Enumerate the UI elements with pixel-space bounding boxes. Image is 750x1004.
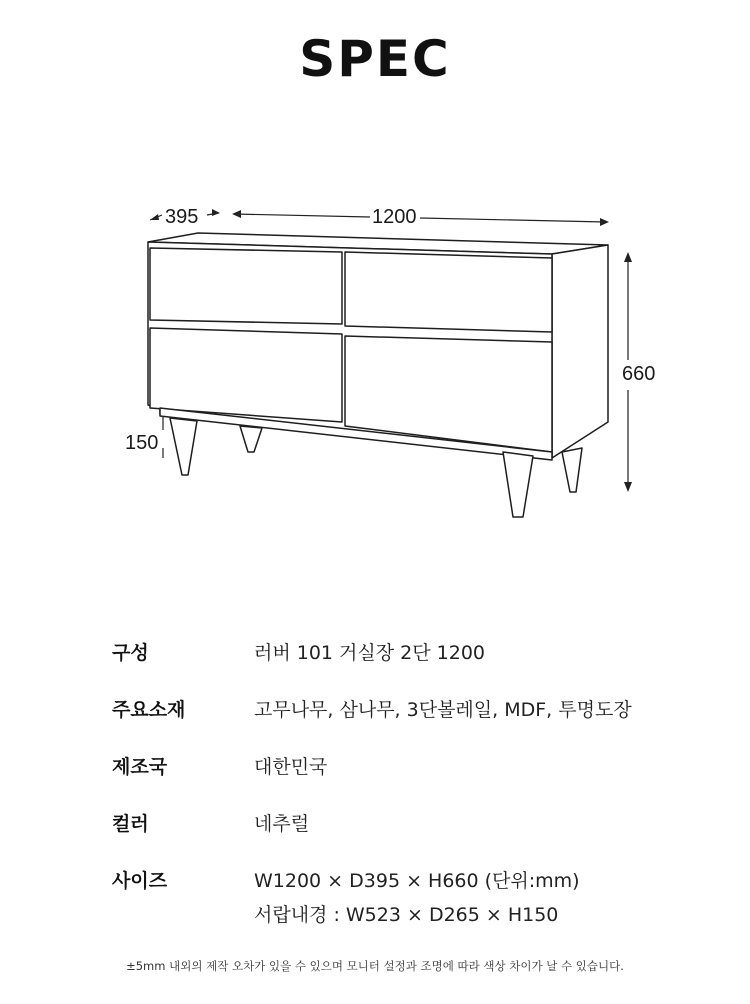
spec-value-size bbox=[254, 864, 580, 932]
page-title: SPEC bbox=[299, 30, 451, 88]
width-label: 1200 bbox=[372, 206, 417, 228]
spec-label: 구성 bbox=[112, 642, 149, 664]
depth-dimension bbox=[150, 206, 220, 228]
spec-row-material bbox=[112, 693, 632, 727]
leg-height-dimension bbox=[125, 412, 163, 458]
spec-row-composition bbox=[112, 636, 485, 670]
spec-label: 사이즈 bbox=[112, 870, 168, 892]
cabinet-body bbox=[148, 233, 608, 517]
footnote: ±5mm 내외의 제작 오차가 있을 수 있으며 모니터 설정과 조명에 따라 색상 차이가 날 수 있습니다. bbox=[126, 959, 624, 973]
spec-row-country bbox=[112, 750, 327, 784]
spec-label: 컬러 bbox=[112, 813, 149, 835]
spec-value-drawer: 서랍내경 : W523 × D265 × H150 bbox=[254, 904, 559, 926]
spec-row-size bbox=[112, 864, 580, 932]
spec-value: W1200 × D395 × H660 (단위:mm) bbox=[254, 870, 580, 892]
depth-label: 395 bbox=[165, 206, 199, 228]
leg-height-label: 150 bbox=[125, 432, 159, 454]
spec-value: 대한민국 bbox=[254, 756, 328, 778]
width-dimension bbox=[232, 206, 609, 228]
spec-value: 러버 101 거실장 2단 1200 bbox=[254, 642, 485, 664]
spec-label: 주요소재 bbox=[112, 699, 186, 721]
height-dimension bbox=[622, 252, 655, 492]
spec-label: 제조국 bbox=[112, 756, 168, 778]
spec-value: 네추럴 bbox=[254, 813, 310, 835]
height-label: 660 bbox=[622, 363, 656, 385]
spec-row-color bbox=[112, 807, 309, 841]
furniture-drawing bbox=[0, 190, 750, 530]
spec-value: 고무나무, 삼나무, 3단볼레일, MDF, 투명도장 bbox=[254, 699, 632, 721]
